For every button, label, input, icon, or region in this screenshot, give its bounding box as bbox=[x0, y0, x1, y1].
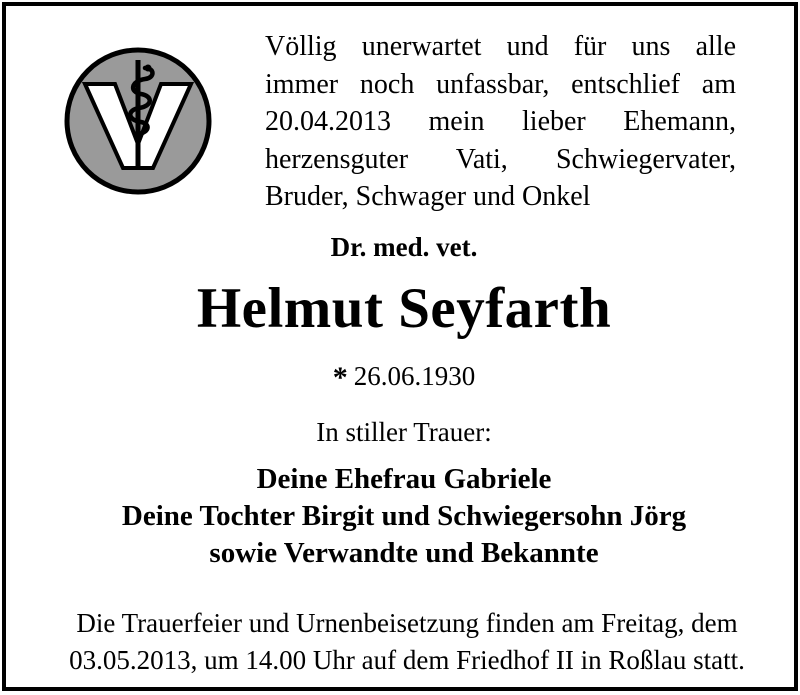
deceased-name: Helmut Seyfarth bbox=[196, 277, 612, 340]
obituary-frame bbox=[2, 2, 798, 691]
family-member-line: Deine Tochter Birgit und Schwiegersohn Jörg bbox=[121, 500, 687, 532]
funeral-notice bbox=[34, 605, 780, 679]
family-list bbox=[6, 461, 800, 572]
mourning-phrase: In stiller Trauer: bbox=[316, 417, 492, 447]
funeral-line: 03.05.2013, um 14.00 Uhr auf dem Friedhof II in Roßlau statt. bbox=[69, 645, 745, 675]
funeral-line: Die Trauerfeier und Urnenbeisetzung finden am Freitag, dem bbox=[76, 608, 738, 638]
intro-line: Bruder, Schwager und Onkel bbox=[265, 181, 591, 212]
family-member-line: Deine Ehefrau Gabriele bbox=[256, 463, 552, 495]
intro-line: 20.04.2013 mein lieber Ehemann, bbox=[265, 106, 736, 137]
intro-line: Völlig unerwartet und für uns alle bbox=[265, 31, 736, 62]
intro-line: herzensguter Vati, Schwiegervater, bbox=[265, 143, 736, 175]
intro-text bbox=[265, 28, 736, 216]
birth-date-line bbox=[6, 359, 800, 393]
birth-star-icon: * bbox=[332, 361, 348, 394]
veterinary-logo-icon bbox=[63, 46, 213, 196]
academic-title: Dr. med. vet. bbox=[330, 232, 478, 262]
family-member-line: sowie Verwandte und Bekannte bbox=[209, 537, 599, 569]
birth-date: 26.06.1930 bbox=[353, 361, 476, 391]
intro-line: immer noch unfassbar, entschlief am bbox=[265, 68, 736, 100]
